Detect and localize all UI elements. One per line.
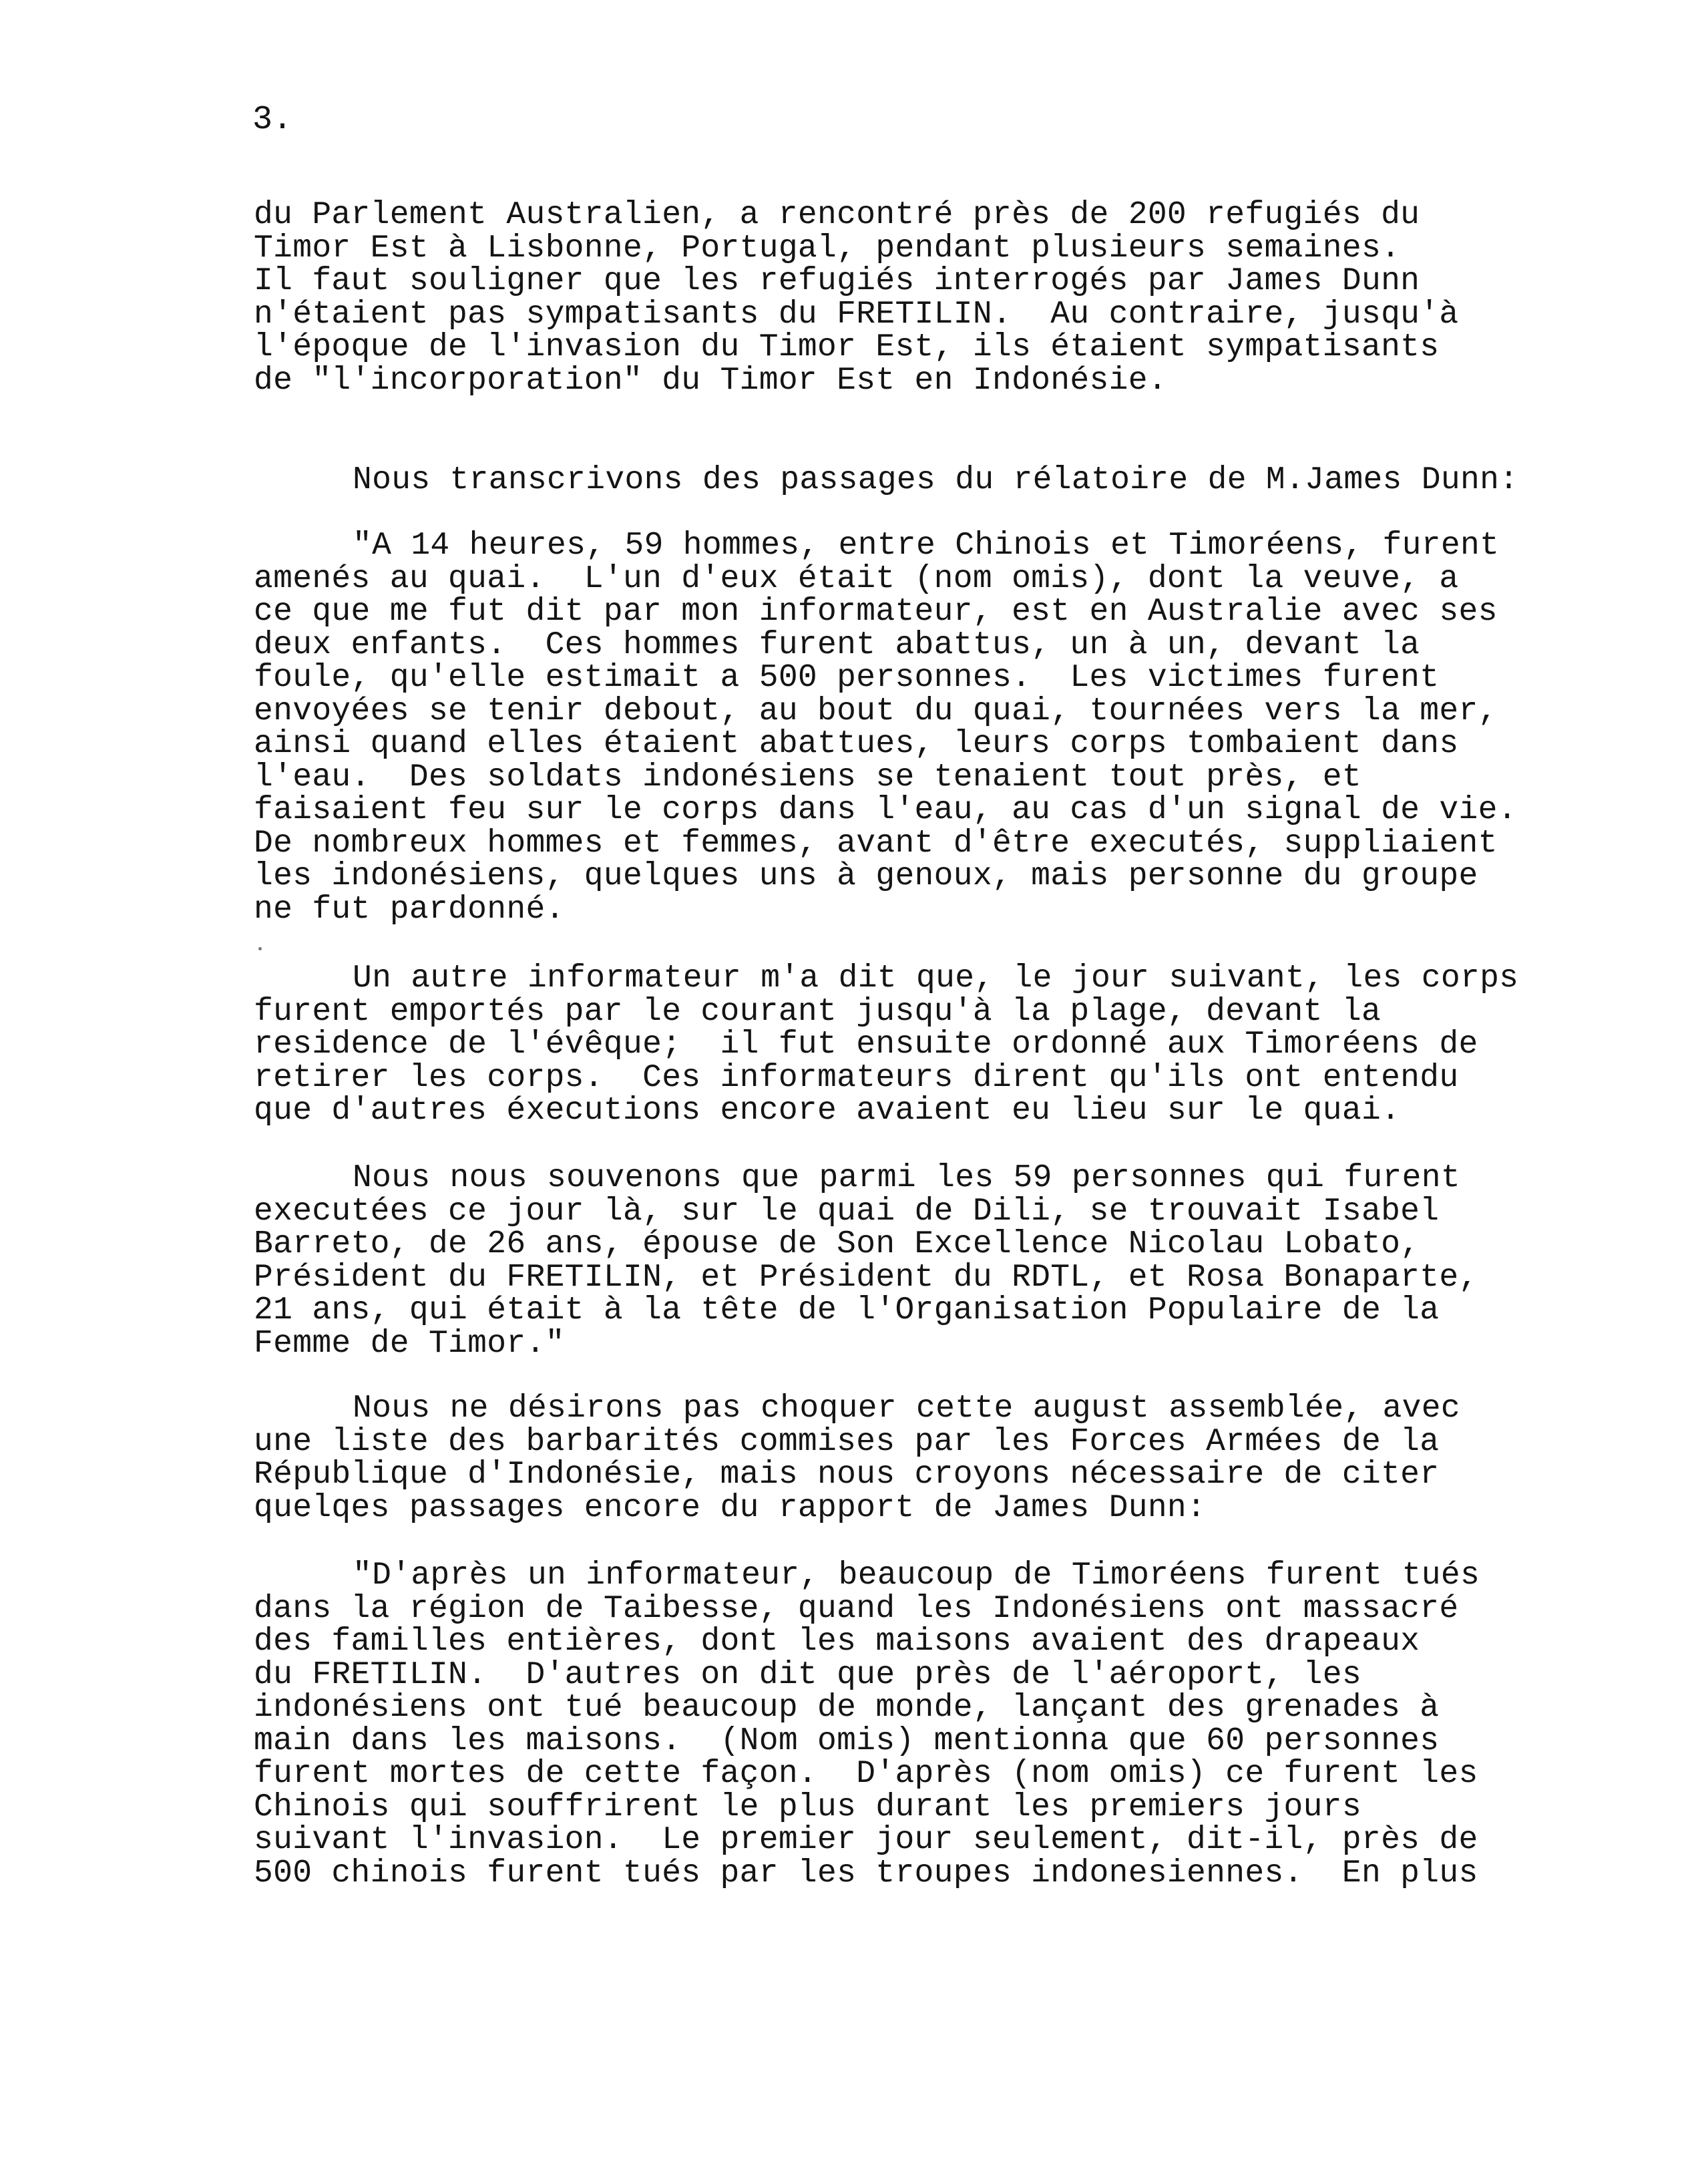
text-line: Femme de Timor." — [254, 1325, 565, 1362]
text-line: Nous nous souvenons que parmi les 59 personnes qui furent — [353, 1160, 1460, 1196]
paragraph-transcription-intro — [254, 464, 1589, 498]
text-line: l'époque de l'invasion du Timor Est, ils étaient sympatisants — [254, 329, 1440, 365]
text-line: Nous ne désirons pas choquer cette august assemblée, avec — [353, 1391, 1460, 1427]
text-line: Barreto, de 26 ans, épouse de Son Excellence Nicolau Lobato, — [254, 1226, 1420, 1262]
text-line: Nous transcrivons des passages du rélatoire de M.James Dunn: — [353, 462, 1519, 498]
text-line: quelqes passages encore du rapport de James Dunn: — [254, 1489, 1207, 1526]
text-line: du FRETILIN. D'autres on dit que près de l'aéroport, les — [254, 1656, 1361, 1693]
text-line: dans la région de Taibesse, quand les Indonésiens ont massacré — [254, 1590, 1459, 1627]
text-line: furent mortes de cette façon. D'après (nom omis) ce furent les — [254, 1756, 1478, 1792]
text-line: des familles entières, dont les maisons avaient des drapeaux — [254, 1624, 1420, 1660]
text-line: main dans les maisons. (Nom omis) mentionna que 60 personnes — [254, 1722, 1440, 1759]
scan-speck — [258, 947, 262, 950]
text-line: "A 14 heures, 59 hommes, entre Chinois et Timoréens, furent — [353, 528, 1500, 564]
text-line: Président du FRETILIN, et Président du RDTL, et Rosa Bonaparte, — [254, 1259, 1478, 1296]
text-line: retirer les corps. Ces informateurs dirent qu'ils ont entendu — [254, 1059, 1459, 1096]
paragraph-intro-continuation — [254, 199, 1589, 397]
paragraph-quote-taibesse — [254, 1560, 1589, 1890]
text-line: deux enfants. Ces hommes furent abattus, un à un, devant la — [254, 626, 1420, 663]
text-line: du Parlement Australien, a rencontré près de 200 refugiés du — [254, 197, 1420, 233]
paragraph-second-informant — [254, 962, 1589, 1128]
text-line: 21 ans, qui était à la tête de l'Organisation Populaire de la — [254, 1292, 1440, 1328]
text-line: de "l'incorporation" du Timor Est en Indonésie. — [254, 362, 1167, 399]
text-line: executées ce jour là, sur le quai de Dili, se trouvait Isabel — [254, 1193, 1440, 1230]
text-line: Chinois qui souffrirent le plus durant les premiers jours — [254, 1789, 1361, 1825]
text-line: ce que me fut dit par mon informateur, est en Australie avec ses — [254, 594, 1498, 630]
text-line: une liste des barbarités commises par les Forces Armées de la — [254, 1423, 1440, 1460]
text-line: Un autre informateur m'a dit que, le jour suivant, les corps — [353, 960, 1519, 996]
text-line: n'étaient pas sympatisants du FRETILIN. Au contraire, jusqu'à — [254, 296, 1459, 333]
paragraph-assembly-appeal — [254, 1393, 1589, 1525]
text-line: envoyées se tenir debout, au bout du quai, tournées vers la mer, — [254, 693, 1498, 729]
paragraph-quote-execution — [254, 530, 1589, 926]
text-line: furent emportés par le courant jusqu'à la plage, devant la — [254, 993, 1382, 1030]
text-line: "D'après un informateur, beaucoup de Timoréens furent tués — [353, 1558, 1480, 1594]
text-line: République d'Indonésie, mais nous croyons nécessaire de citer — [254, 1457, 1440, 1493]
text-line: ainsi quand elles étaient abattues, leurs corps tombaient dans — [254, 726, 1459, 762]
paragraph-remembrance — [254, 1162, 1589, 1360]
text-line: foule, qu'elle estimait a 500 personnes. Les victimes furent — [254, 660, 1440, 696]
text-line: l'eau. Des soldats indonésiens se tenaient tout près, et — [254, 759, 1361, 795]
page-number: 3. — [252, 101, 293, 139]
text-line: ne fut pardonné. — [254, 891, 565, 928]
text-line: 500 chinois furent tués par les troupes indonesiennes. En plus — [254, 1855, 1478, 1891]
text-line: Timor Est à Lisbonne, Portugal, pendant plusieurs semaines. — [254, 230, 1401, 266]
text-line: residence de l'évêque; il fut ensuite ordonné aux Timoréens de — [254, 1027, 1478, 1063]
text-line: amenés au quai. L'un d'eux était (nom omis), dont la veuve, a — [254, 560, 1459, 597]
text-line: les indonésiens, quelques uns à genoux, mais personne du groupe — [254, 858, 1478, 894]
text-line: que d'autres éxecutions encore avaient eu lieu sur le quai. — [254, 1093, 1401, 1129]
text-line: De nombreux hommes et femmes, avant d'être executés, suppliaient — [254, 825, 1498, 862]
text-line: suivant l'invasion. Le premier jour seulement, dit-il, près de — [254, 1822, 1478, 1858]
text-line: Il faut souligner que les refugiés interrogés par James Dunn — [254, 263, 1420, 299]
text-line: faisaient feu sur le corps dans l'eau, au cas d'un signal de vie. — [254, 792, 1517, 828]
text-line: indonésiens ont tué beaucoup de monde, lançant des grenades à — [254, 1690, 1440, 1726]
